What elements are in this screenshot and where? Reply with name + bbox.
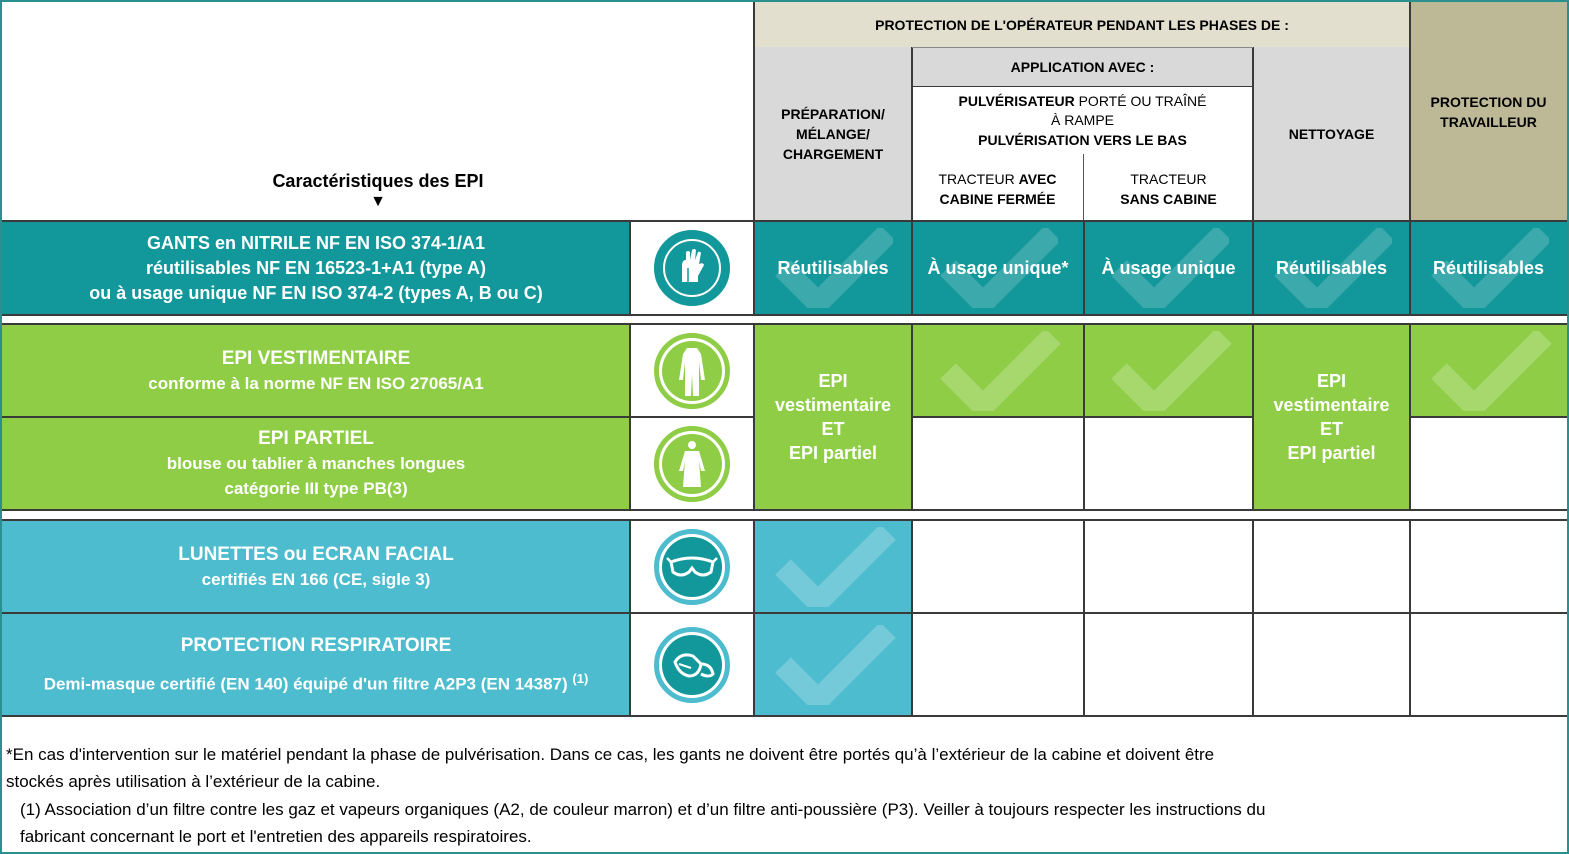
lunettes-description: LUNETTES ou ECRAN FACIAL certifiés EN 166 (CE, sigle 3) (2, 520, 630, 613)
gloves-icon (654, 230, 730, 306)
merged-cell-nettoyage: EPI vestimentaire ET EPI partiel (1253, 324, 1410, 510)
nettoyage-header: NETTOYAGE (1253, 47, 1410, 221)
respiratoire-cell-preparation (754, 613, 912, 716)
partiel-description: EPI PARTIEL blouse ou tablier à manches longues catégorie III type PB(3) (2, 417, 630, 510)
coverall-icon (654, 333, 730, 409)
gants-cell-tracteur-avec: À usage unique* (912, 221, 1084, 315)
vestimentaire-cell-tracteur-sans (1084, 324, 1253, 417)
lunettes-icon-cell (630, 520, 754, 613)
partiel-cell-tracteur-sans (1084, 417, 1253, 510)
apron-icon (654, 426, 730, 502)
vestimentaire-cell-travailleur (1410, 324, 1567, 417)
rampe-label: À RAMPE (1050, 112, 1114, 128)
respiratoire-icon-cell (630, 613, 754, 716)
gants-cell-nettoyage: Réutilisables (1253, 221, 1410, 315)
vers-le-bas-label: PULVÉRISATION VERS LE BAS (978, 132, 1187, 148)
partiel-cell-tracteur-avec (912, 417, 1084, 510)
respiratoire-sub: Demi-masque certifié (EN 140) équipé d'un filtre A2P3 (EN 14387) (43, 674, 568, 694)
goggles-icon (654, 529, 730, 605)
footnote-1-line2: fabricant concernant le port et l'entretien des appareils respiratoires. (20, 827, 532, 846)
tracteur-avec-normal: TRACTEUR (938, 170, 1019, 187)
tracteur-sans-label: TRACTEUR (1130, 170, 1207, 187)
characteristics-header (2, 2, 754, 221)
tracteur-avec-bold: AVEC (1018, 170, 1057, 187)
pulverisateur-bold: PULVÉRISATEUR (958, 93, 1075, 109)
gants-cell-tracteur-sans: À usage unique (1084, 221, 1253, 315)
tracteur-avec-header (912, 162, 1083, 216)
phases-title: PROTECTION DE L'OPÉRATEUR PENDANT LES PHASES DE : (754, 2, 1410, 47)
half-mask-icon (654, 627, 730, 703)
vestimentaire-icon-cell (630, 324, 754, 417)
lunettes-cell-preparation (754, 520, 912, 613)
gants-icon-cell (630, 221, 754, 315)
preparation-header: PRÉPARATION/ MÉLANGE/ CHARGEMENT (754, 47, 912, 221)
vestimentaire-description: EPI VESTIMENTAIRE conforme à la norme NF EN ISO 27065/A1 (2, 324, 630, 417)
footnote-star-line1: *En cas d'intervention sur le matériel pendant la phase de pulvérisation. Dans ce cas, les gants ne doivent être portés qu’à l’extérieur de la cabine et doivent être (6, 745, 1215, 764)
partiel-icon-cell (630, 417, 754, 510)
gants-cell-preparation: Réutilisables (754, 221, 912, 315)
down-arrow-icon: ▼ (370, 193, 386, 210)
footnote-1-line1: (1) Association d’un filtre contre les gaz et vapeurs organiques (A2, de couleur marron) et d’un filtre anti-poussière (P3). Veiller à toujours respecter les instructions du (20, 800, 1266, 819)
gants-description: GANTS en NITRILE NF EN ISO 374-1/A1 réutilisables NF EN 16523-1+A1 (type A) ou à usage unique NF EN ISO 374-2 (types A, B ou C) (2, 221, 630, 315)
application-header: APPLICATION AVEC : (912, 47, 1253, 87)
characteristics-label: Caractéristiques des EPI (272, 171, 484, 191)
respiratoire-description: PROTECTION RESPIRATOIRE Demi-masque certifié (EN 140) équipé d'un filtre A2P3 (EN 14387) $^{(1)}$ (2, 613, 630, 716)
sans-cabine-label: SANS CABINE (1120, 190, 1217, 207)
protection-travailleur-header: PROTECTION DU TRAVAILLEUR (1410, 2, 1567, 221)
footnote-star-line2: stockés après utilisation à l’extérieur de la cabine. (6, 772, 381, 791)
pulverisateur-normal: PORTÉ OU TRAÎNÉ (1074, 93, 1207, 109)
vestimentaire-cell-tracteur-avec (912, 324, 1084, 417)
gants-cell-travailleur: Réutilisables (1410, 221, 1567, 315)
tracteur-sans-header (1084, 162, 1253, 216)
partiel-cell-travailleur (1410, 417, 1567, 510)
respiratoire-footnote-ref: (1) (572, 670, 589, 686)
pulverisateur-header (912, 88, 1253, 154)
cabine-fermee-label: CABINE FERMÉE (939, 190, 1056, 207)
merged-cell-preparation: EPI vestimentaire ET EPI partiel (754, 324, 912, 510)
